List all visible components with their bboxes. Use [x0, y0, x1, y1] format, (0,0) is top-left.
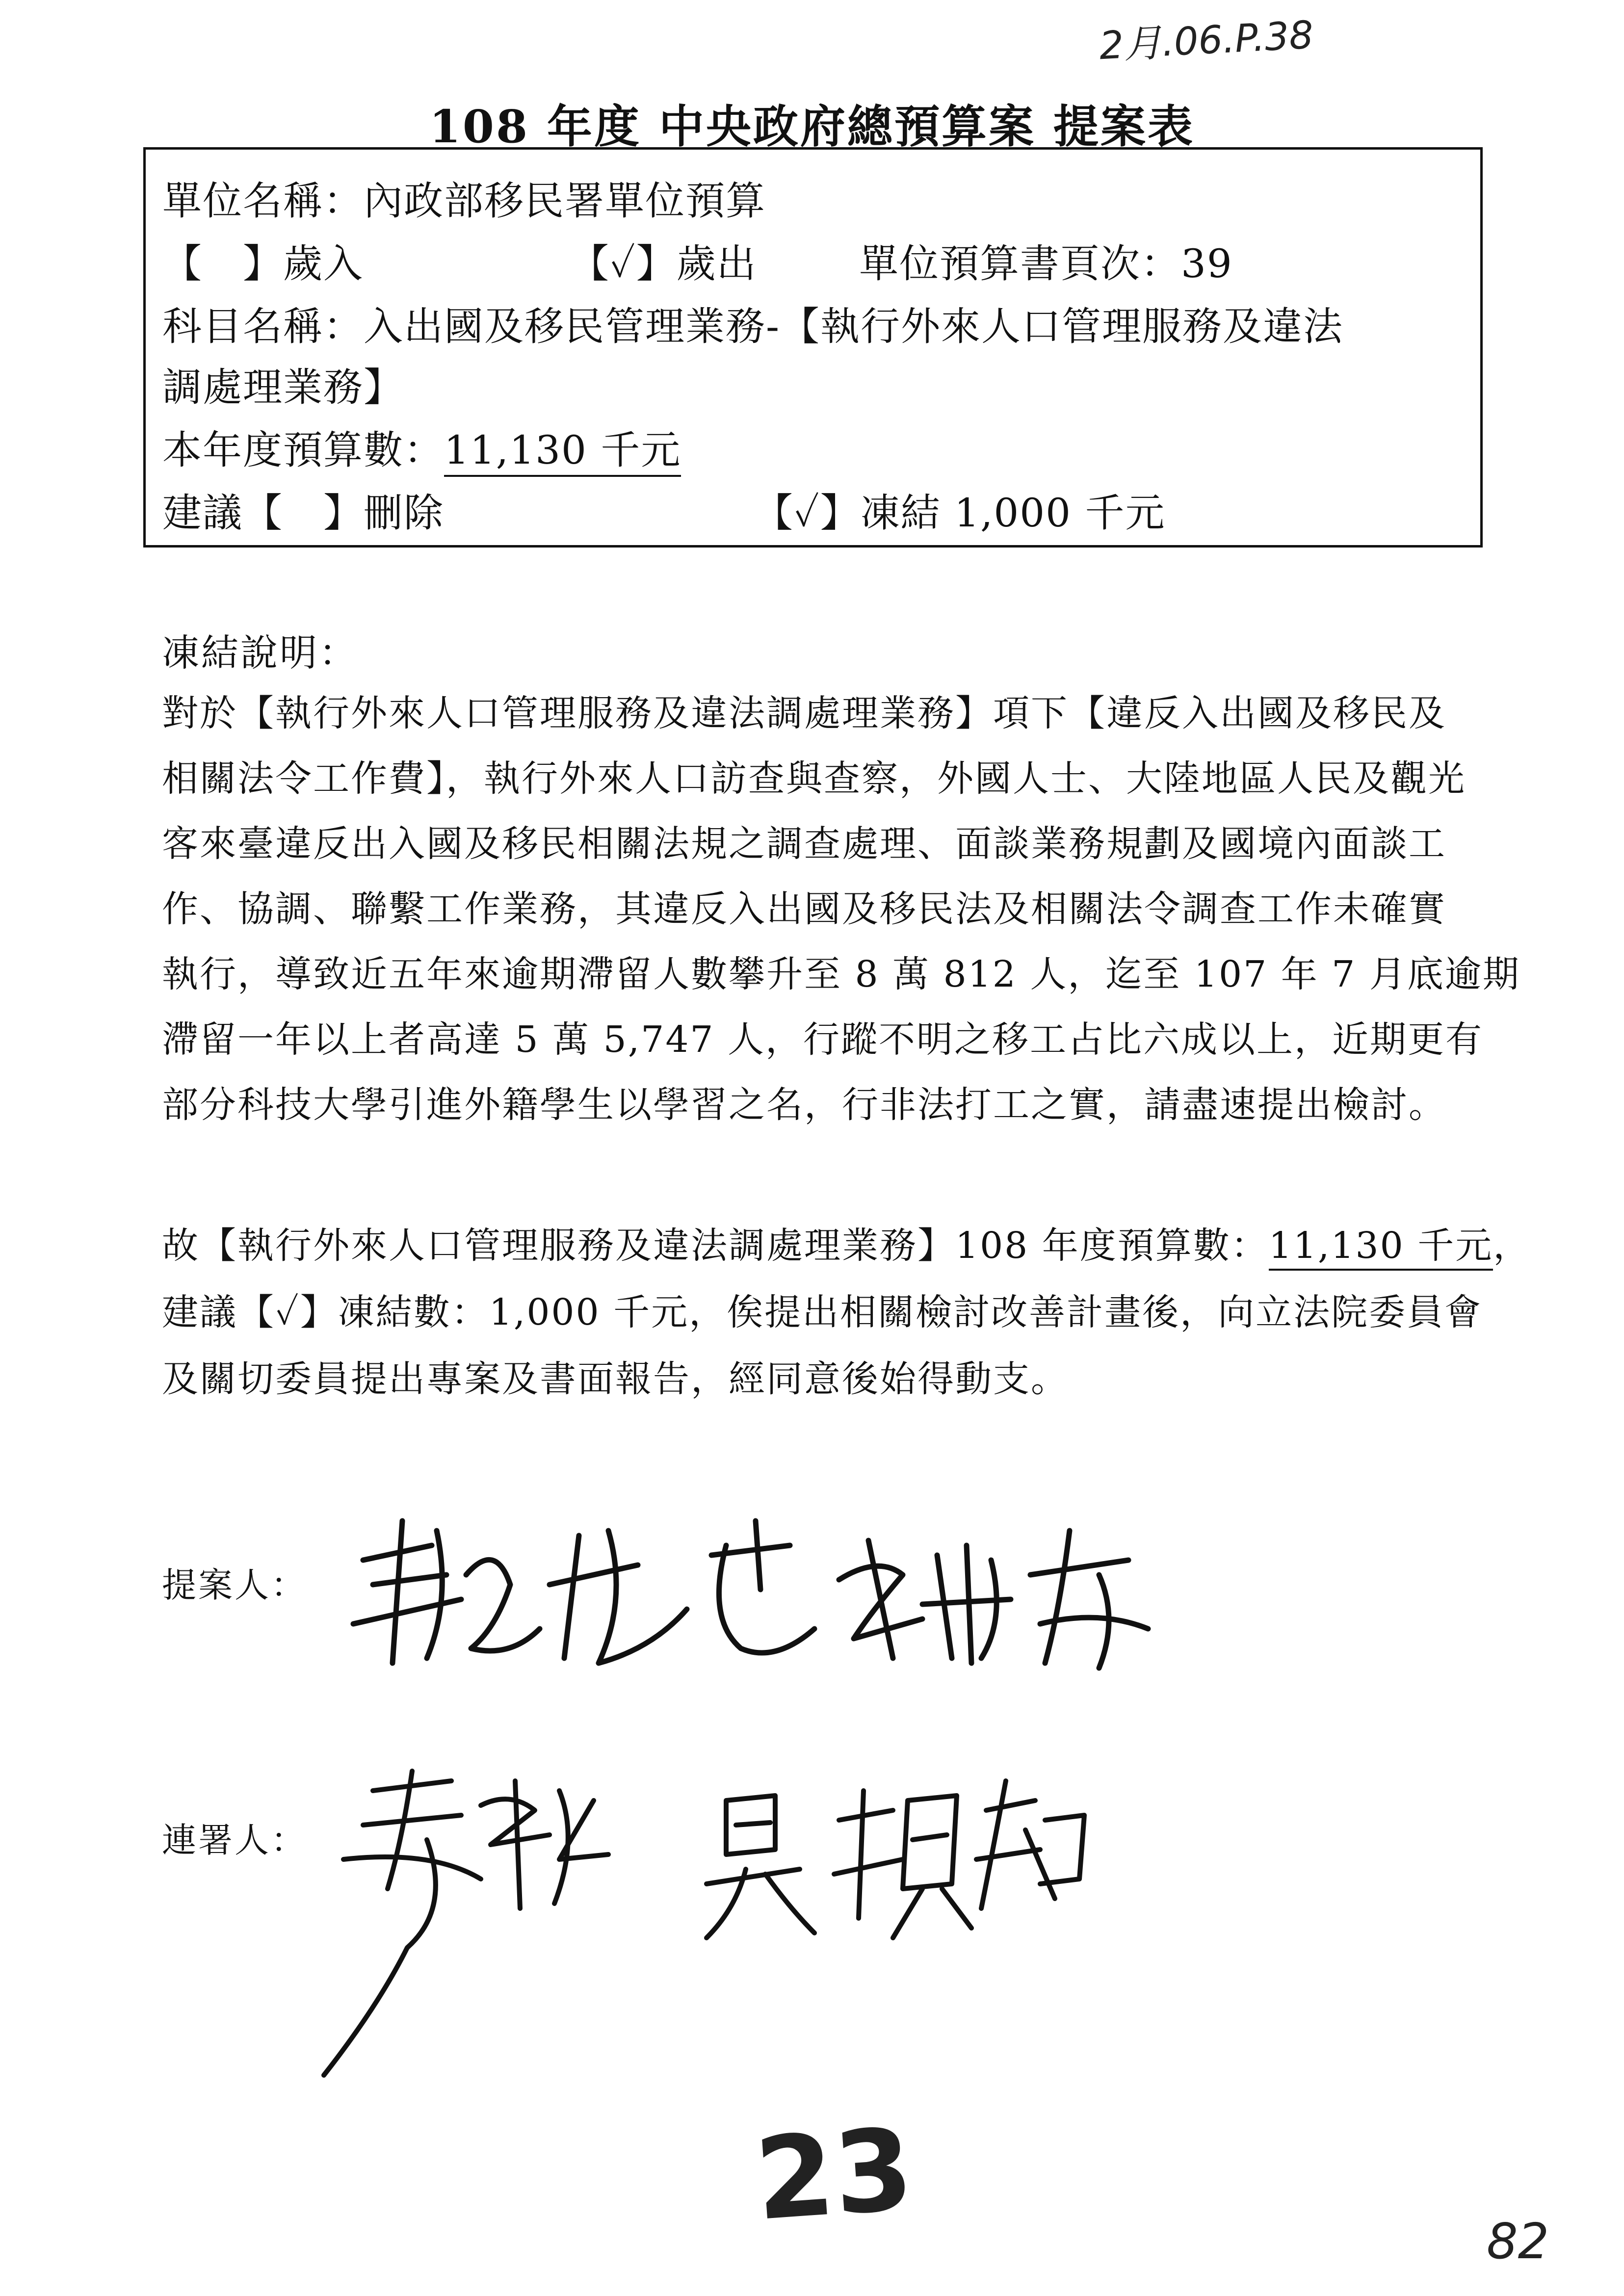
explanation-paragraph: [162, 684, 1520, 1155]
freeze-checkbox: 【✓】凍結: [754, 490, 941, 536]
explanation-line: 部分科技大學引進外籍學生以學習之名，行非法打工之實，請盡速提出檢討。: [162, 1084, 1446, 1126]
conclusion-line-1: [162, 1217, 1531, 1269]
signature-4: [707, 1781, 1084, 1938]
cosigner-label: 連署人：: [162, 1820, 307, 1860]
explanation-line: 客來臺違反出入國及移民相關法規之調查處理、面談業務規劃及國境內面談工: [162, 823, 1446, 865]
unit-row: [162, 169, 766, 226]
revenue-checkbox: 【 】歲入: [162, 241, 364, 287]
budget-value: 11,130 千元: [444, 427, 681, 477]
proposal-form-box: [143, 147, 1483, 548]
conclusion-line-2: 建議【✓】凍結數：1,000 千元，俟提出相關檢討改善計畫後，向立法院委員會: [162, 1291, 1483, 1333]
budget-label: 本年度預算數：: [162, 427, 444, 473]
signature-1: [353, 1521, 814, 1663]
page-reference: [859, 232, 1233, 288]
freeze-amount: 1,000 千元: [954, 490, 1166, 536]
subject-line-2: 調處理業務】: [162, 365, 404, 410]
explanation-line: 執行，導致近五年來逾期滯留人數攀升至 8 萬 812 人，迄至 107 年 7 月底逾期: [162, 953, 1520, 995]
signature-3: [324, 1771, 608, 2075]
conclusion-prefix: 故【執行外來人口管理服務及違法調處理業務】108 年度預算數：: [162, 1225, 1269, 1267]
conclusion-suffix: ，: [1493, 1225, 1531, 1267]
signature-2: [839, 1531, 1148, 1668]
explanation-line: 對於【執行外來人口管理服務及違法調處理業務】項下【違反入出國及移民及: [162, 692, 1446, 734]
page-value: 39: [1181, 241, 1233, 287]
expenditure-checkbox: 【✓】歲出: [570, 241, 757, 287]
handwritten-reference: 2月.06.P.38: [1098, 13, 1315, 69]
explanation-line: 相關法令工作費】，執行外來人口訪查與查察，外國人士、大陸地區人民及觀光: [162, 757, 1466, 800]
conclusion-line-3: 及關切委員提出專案及書面報告，經同意後始得動支。: [162, 1358, 1069, 1400]
unit-value: 內政部移民署單位預算: [364, 178, 766, 224]
suggestion-row: [162, 481, 1166, 538]
subject-line-1: 科目名稱：入出國及移民管理業務-【執行外來人口管理服務及違法: [162, 304, 1344, 349]
page-label: 單位預算書頁次：: [859, 241, 1181, 287]
type-row: [162, 232, 1233, 288]
conclusion-budget-value: 11,130 千元: [1269, 1225, 1493, 1271]
explanation-heading: 凍結說明：: [162, 631, 358, 675]
conclusion-paragraph: [162, 1217, 1531, 1423]
proposer-label: 提案人：: [162, 1565, 307, 1605]
explanation-line: 作、協調、聯繫工作業務，其違反入出國及移民法及相關法令調查工作未確實: [162, 888, 1446, 930]
cosigner-signatures: [304, 1761, 1089, 2105]
delete-checkbox: 建議【 】刪除: [162, 490, 444, 536]
unit-label: 單位名稱：: [162, 178, 364, 224]
proposer-signatures: [334, 1501, 1168, 1688]
handwritten-corner-number: 82: [1487, 2213, 1549, 2270]
explanation-line: 滯留一年以上者高達 5 萬 5,747 人，行蹤不明之移工占比六成以上，近期更有: [162, 1018, 1484, 1061]
handwritten-page-number: 23: [751, 2104, 917, 2246]
budget-row: [162, 418, 681, 475]
page-title: 108 年度 中央政府總預算案 提案表: [429, 100, 1195, 153]
freeze-group: [754, 481, 1166, 538]
